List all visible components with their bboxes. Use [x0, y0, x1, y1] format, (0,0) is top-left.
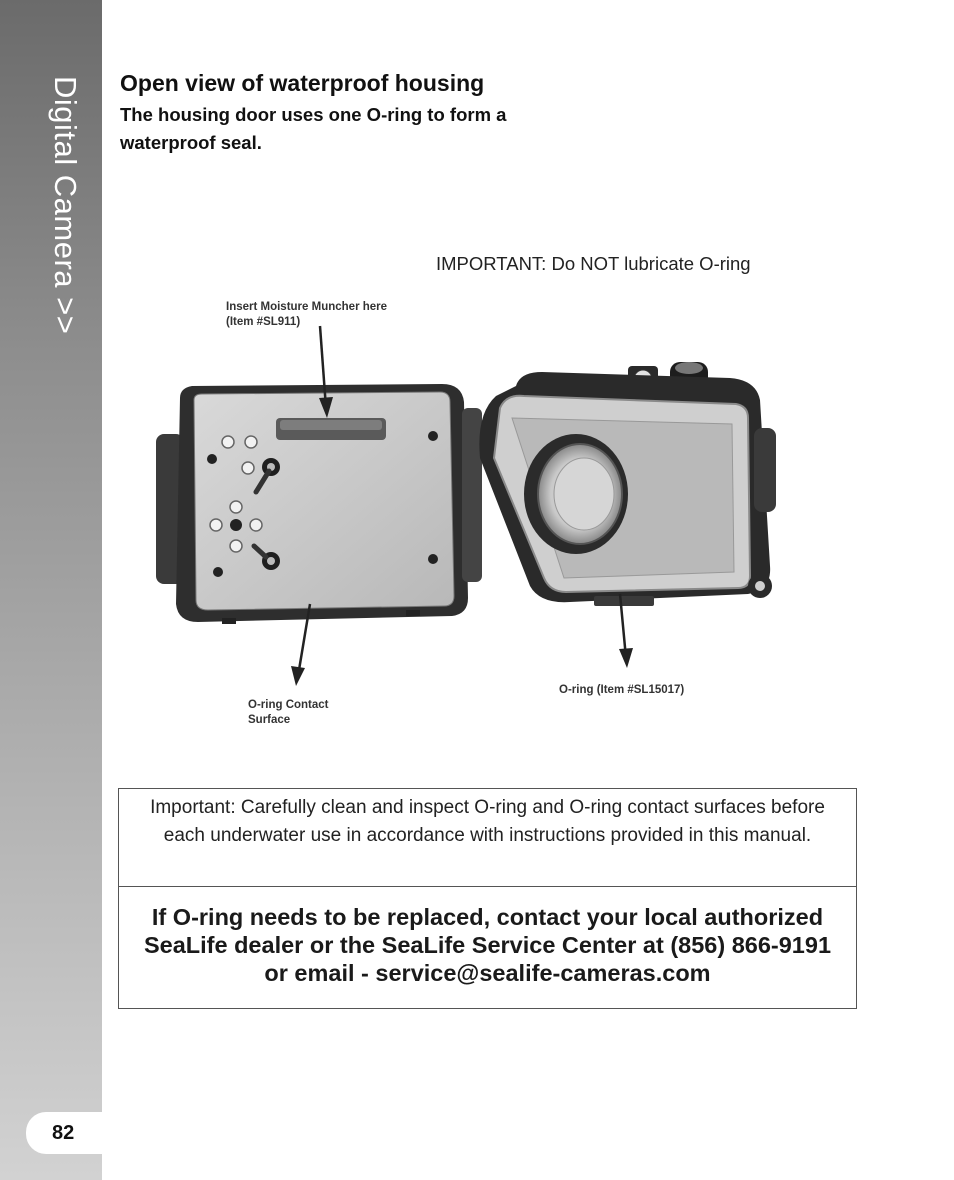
- housing-body: [479, 362, 776, 606]
- notice-box: [118, 788, 857, 1009]
- page-number: 82: [26, 1112, 102, 1154]
- lubricate-warning: IMPORTANT: Do NOT lubricate O-ring: [436, 253, 751, 274]
- hinge: [462, 408, 482, 582]
- moisture-muncher-callout: Insert Moisture Muncher here (Item #SL911): [226, 301, 388, 328]
- housing-door: [156, 384, 468, 624]
- housing-illustration: [150, 296, 790, 736]
- page-title: Open view of waterproof housing: [120, 70, 485, 96]
- section-title: Digital Camera >>: [48, 76, 83, 335]
- sidebar-band: [0, 0, 102, 1180]
- page-subtitle: The housing door uses one O-ring to form a waterproof seal.: [120, 104, 507, 153]
- replacement-contact: If O-ring needs to be replaced, contact your local authorized SeaLife dealer or the SeaLife Service Center at (856) 866-9191 or email - service@sealife-cameras.com: [143, 904, 832, 986]
- cleaning-notice: Important: Carefully clean and inspect O-ring and O-ring contact surfaces before each underwater use in accordance with instructions provided in this manual.: [119, 789, 856, 887]
- housing-drawing: [150, 296, 790, 736]
- oring-callout: O-ring (Item #SL15017): [559, 684, 685, 696]
- oring-contact-callout: O-ring Contact Surface: [248, 699, 329, 726]
